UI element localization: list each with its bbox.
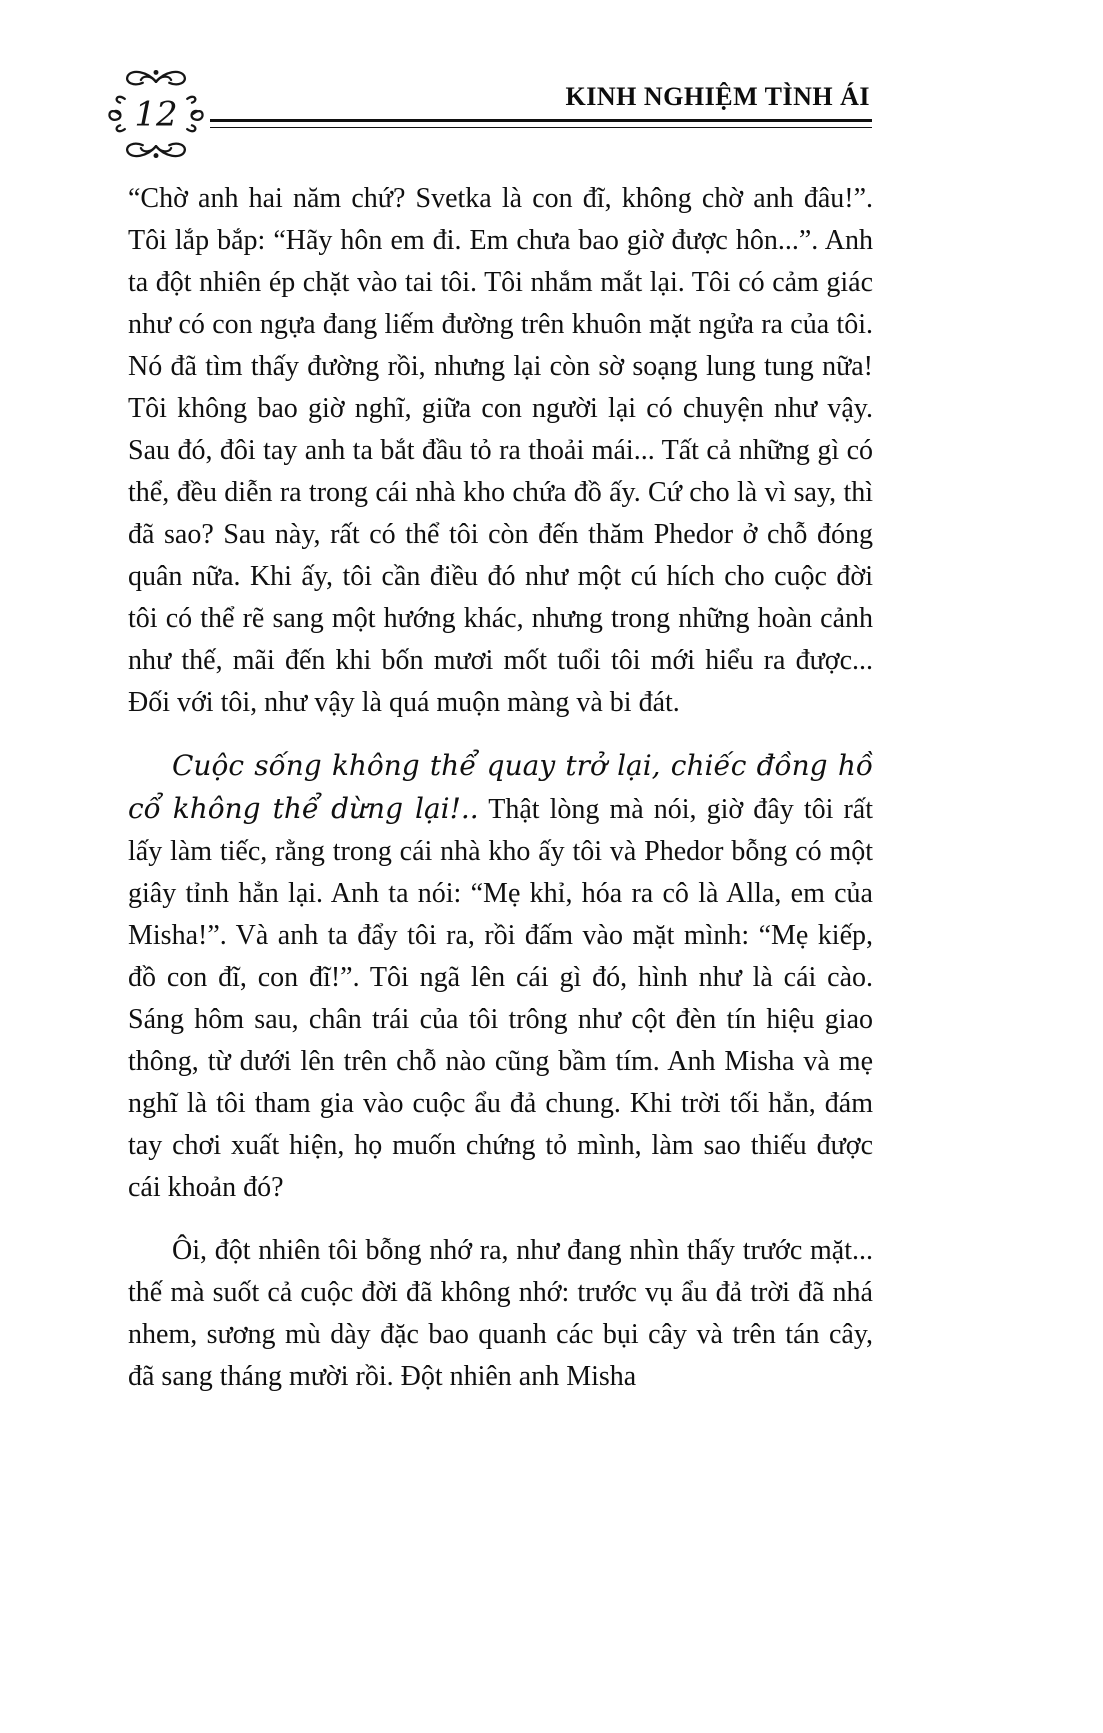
page-number: 12 [134,94,178,135]
header-rule-thick [210,119,872,122]
running-header-title: KINH NGHIỆM TÌNH ÁI [565,82,870,111]
paragraph [128,178,873,724]
paragraph-text: “Chờ anh hai năm chứ? Svetka là con đĩ, không chờ anh đâu!”. Tôi lắp bắp: “Hãy hôn em đi. Em chưa bao giờ được hôn...”. Anh ta đột nhiên ép chặt vào tai tôi. Tôi nhắm mắt lại. Tôi có cảm giác như có con ngựa đang liếm đường trên khuôn mặt ngửa ra của tôi. Nó đã tìm thấy đường rồi, nhưng lại còn sờ soạng lung tung nữa! Tôi không bao giờ nghĩ, giữa con người lại có chuyện như vậy. Sau đó, đôi tay anh ta bắt đầu tỏ ra thoải mái... Tất cả những gì có thể, đều diễn ra trong cái nhà kho chứa đồ ấy. Cứ cho là vì say, thì đã sao? Sau này, rất có thể tôi còn đến thăm Phedor ở chỗ đóng quân nữa. Khi ấy, tôi cần điều đó như một cú hích cho cuộc đời tôi có thể rẽ sang một hướng khác, nhưng trong những hoàn cảnh như thế, mãi đến khi bốn mươi mốt tuổi tôi mới hiểu ra được... Đối với tôi, như vậy là quá muộn màng và bi đát. [128,183,873,718]
paragraph-italic-lead: Cuộc sống không thể quay trở lại, chiếc đồng hồ cổ không thể dừng lại!.. [128,749,873,825]
page-number-ornament-icon [104,66,208,162]
header-rule-thin [210,127,872,128]
paragraph-text: Thật lòng mà nói, giờ đây tôi rất lấy làm tiếc, rằng trong cái nhà kho ấy tôi và Phedor bỗng có một giây tỉnh hẳn lại. Anh ta nói: “Mẹ khỉ, hóa ra cô là Alla, em của Misha!”. Và anh ta đẩy tôi ra, rồi đấm vào mặt mình: “Mẹ kiếp, đồ con đĩ, con đĩ!”. Tôi ngã lên cái gì đó, hình như là cái cào. Sáng hôm sau, chân trái của tôi trông như cột đèn tín hiệu giao thông, từ dưới lên trên chỗ nào cũng bầm tím. Anh Misha và mẹ nghĩ là tôi tham gia vào cuộc ẩu đả chung. Khi trời tối hẳn, đám tay chơi xuất hiện, họ muốn chứng tỏ mình, làm sao thiếu được cái khoản đó? [128,794,873,1203]
paragraph-text: Ôi, đột nhiên tôi bỗng nhớ ra, như đang nhìn thấy trước mặt... thế mà suốt cả cuộc đời đã không nhớ: trước vụ ẩu đả trời đã nhá nhem, sương mù dày đặc bao quanh các bụi cây và trên tán cây, đã sang tháng mười rồi. Đột nhiên anh Misha [128,1235,873,1392]
page-body [128,178,873,1398]
paragraph [128,1230,873,1398]
paragraph [128,745,873,1209]
